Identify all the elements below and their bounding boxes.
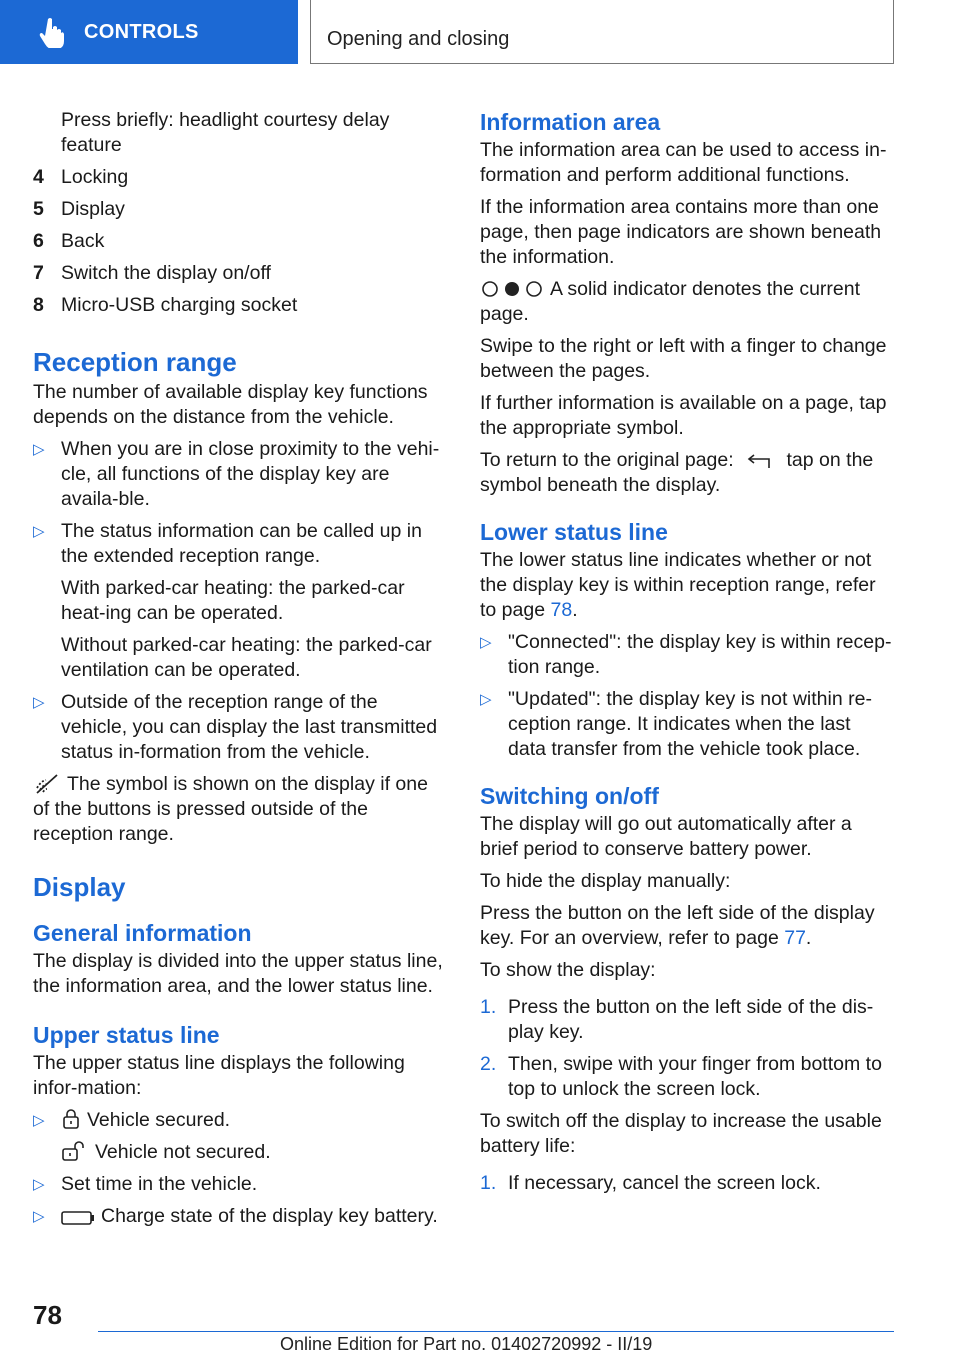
list-item — [480, 687, 892, 762]
general-text: The display is divided into the upper status line, the information area, and the lower status line. — [33, 950, 443, 997]
list-item — [33, 1204, 449, 1229]
lower-text — [480, 548, 892, 623]
item-number: 8 — [33, 294, 44, 316]
info-p1: The information area can be used to access in‐formation and perform additional functions. — [480, 139, 887, 186]
lower-status-bullets — [480, 630, 892, 762]
triangle-bullet-icon: ▷ — [33, 441, 45, 458]
heating-with-text: With parked-car heating: the parked-car heat‐ing can be operated. — [61, 577, 405, 624]
symbol-note-text: The symbol is shown on the display if one of the buttons is pressed outside of the reception range. — [33, 773, 428, 845]
switch-off-steps — [480, 1171, 892, 1196]
no-signal-icon — [33, 774, 61, 794]
return-line — [480, 448, 892, 498]
triangle-bullet-icon: ▷ — [480, 691, 492, 708]
reception-bullets — [33, 437, 449, 765]
not-secured-text: Vehicle not secured. — [95, 1141, 271, 1163]
triangle-bullet-icon: ▷ — [33, 1112, 45, 1129]
step-number: 2. — [480, 1053, 497, 1075]
return-text-a: To return to the original page: — [480, 449, 734, 471]
heading-reception-range: Reception range — [33, 347, 237, 377]
triangle-bullet-icon: ▷ — [33, 1176, 45, 1193]
list-item — [33, 437, 449, 512]
list-item — [33, 1108, 449, 1165]
list-item — [33, 519, 449, 683]
charge-text: Charge state of the display key battery. — [101, 1205, 438, 1227]
heading-display: Display — [33, 872, 126, 902]
return-text-b: tap on the symbol beneath the display. — [480, 449, 874, 496]
bullet-text: Outside of the reception range of the vehicle, you can display the last transmitted status in‐formation from the vehicle. — [61, 691, 438, 763]
chapter-title: Opening and closing — [327, 28, 510, 50]
indicator-line — [480, 277, 892, 327]
switch-p2: To hide the display manually: — [480, 870, 731, 892]
list-item — [480, 630, 892, 680]
symbol-note — [33, 772, 449, 847]
not-secured-line — [61, 1140, 449, 1165]
switch-p1: The display will go out automatically after a brief period to conserve battery power. — [480, 813, 852, 860]
lower-text-b: . — [572, 599, 578, 621]
heading-lower-status-line: Lower status line — [480, 519, 668, 545]
switch-p3-a: Press the button on the left side of the display key. For an overview, refer to page — [480, 902, 875, 949]
switch-p3 — [480, 901, 892, 951]
show-display-steps — [480, 995, 892, 1102]
item-text: Switch the display on/off — [61, 262, 271, 284]
lock-open-icon — [61, 1140, 89, 1162]
item-number: 6 — [33, 230, 44, 252]
section-tab[interactable] — [0, 0, 298, 64]
item-number: 5 — [33, 198, 44, 220]
heating-without-text: Without parked-car heating: the parked-car ventilation can be operated. — [61, 634, 432, 681]
upper-text: The upper status line displays the following infor‐mation: — [33, 1052, 405, 1099]
right-column — [480, 108, 892, 1203]
upper-status-bullets — [33, 1108, 449, 1229]
numbered-item — [33, 197, 449, 222]
bullet-text: When you are in close proximity to the vehi‐cle, all functions of the display key are availa‐ble. — [61, 438, 440, 510]
list-item — [480, 995, 892, 1045]
heading-switching-on-off: Switching on/off — [480, 783, 659, 809]
list-item — [33, 690, 449, 765]
lock-closed-icon — [61, 1108, 81, 1130]
triangle-bullet-icon: ▷ — [33, 694, 45, 711]
triangle-bullet-icon: ▷ — [33, 523, 45, 540]
bullet-text: Set time in the vehicle. — [61, 1173, 258, 1195]
heading-information-area: Information area — [480, 109, 661, 135]
item-text: Display — [61, 198, 125, 220]
chapter-header — [310, 0, 894, 64]
numbered-item — [33, 165, 449, 190]
bullet-text: "Updated": the display key is not within re‐ception range. It indicates when the last data transfer from the vehicle took place. — [508, 688, 872, 760]
secured-text: Vehicle secured. — [87, 1109, 231, 1131]
back-arrow-icon — [745, 452, 775, 470]
info-p3: Swipe to the right or left with a finger to change between the pages. — [480, 335, 887, 382]
step-text: Press the button on the left side of the dis‐play key. — [508, 996, 874, 1043]
list-item — [33, 1172, 449, 1197]
step-number: 1. — [480, 1172, 497, 1194]
charge-line — [61, 1204, 449, 1229]
left-column — [33, 108, 449, 1236]
lower-text-a: The lower status line indicates whether or not the display key is within reception range, refer to page — [480, 549, 876, 621]
info-p4: If further information is available on a page, tap the appropriate symbol. — [480, 392, 887, 439]
item-number: 7 — [33, 262, 44, 284]
secured-line — [61, 1108, 449, 1133]
step-text: If necessary, cancel the screen lock. — [508, 1172, 821, 1194]
step-number: 1. — [480, 996, 497, 1018]
switch-p5: To switch off the display to increase the usable battery life: — [480, 1110, 882, 1157]
page-link-78[interactable]: 78 — [550, 599, 573, 621]
triangle-bullet-icon: ▷ — [33, 1208, 45, 1225]
step-text: Then, swipe with your finger from bottom to top to unlock the screen lock. — [508, 1053, 882, 1100]
triangle-bullet-icon: ▷ — [480, 634, 492, 651]
edition-footer: Online Edition for Part no. 01402720992 - II/19 — [280, 1334, 653, 1354]
bullet-text: The status information can be called up in the extended reception range. — [61, 520, 422, 567]
info-p2: If the information area contains more than one page, then page indicators are shown beneath the information. — [480, 196, 882, 268]
numbered-item — [33, 293, 449, 318]
item-text: Back — [61, 230, 105, 252]
item-text: Locking — [61, 166, 129, 188]
list-item — [480, 1171, 892, 1196]
item-number: 4 — [33, 166, 44, 188]
numbered-item — [33, 229, 449, 254]
heading-general-information: General information — [33, 920, 252, 946]
battery-icon — [61, 1210, 95, 1226]
item-text: Micro-USB charging socket — [61, 294, 298, 316]
numbered-item — [33, 261, 449, 286]
heading-upper-status-line: Upper status line — [33, 1022, 220, 1048]
bullet-text: "Connected": the display key is within recep‐tion range. — [508, 631, 892, 678]
page-number: 78 — [33, 1300, 62, 1330]
press-briefly-text: Press briefly: headlight courtesy delay feature — [61, 109, 390, 156]
switch-p3-b: . — [805, 927, 812, 949]
reception-intro: The number of available display key functions depends on the distance from the vehicle. — [33, 381, 428, 428]
page-link-77[interactable]: 77 — [784, 927, 806, 949]
hand-pointer-icon — [38, 16, 66, 48]
switch-p4: To show the display: — [480, 959, 656, 981]
indicator-text: A solid indicator denotes the current page. — [480, 278, 861, 325]
list-item — [480, 1052, 892, 1102]
footer-divider — [98, 1331, 894, 1332]
page-indicators-icon — [480, 279, 544, 299]
section-title: CONTROLS — [84, 20, 199, 43]
